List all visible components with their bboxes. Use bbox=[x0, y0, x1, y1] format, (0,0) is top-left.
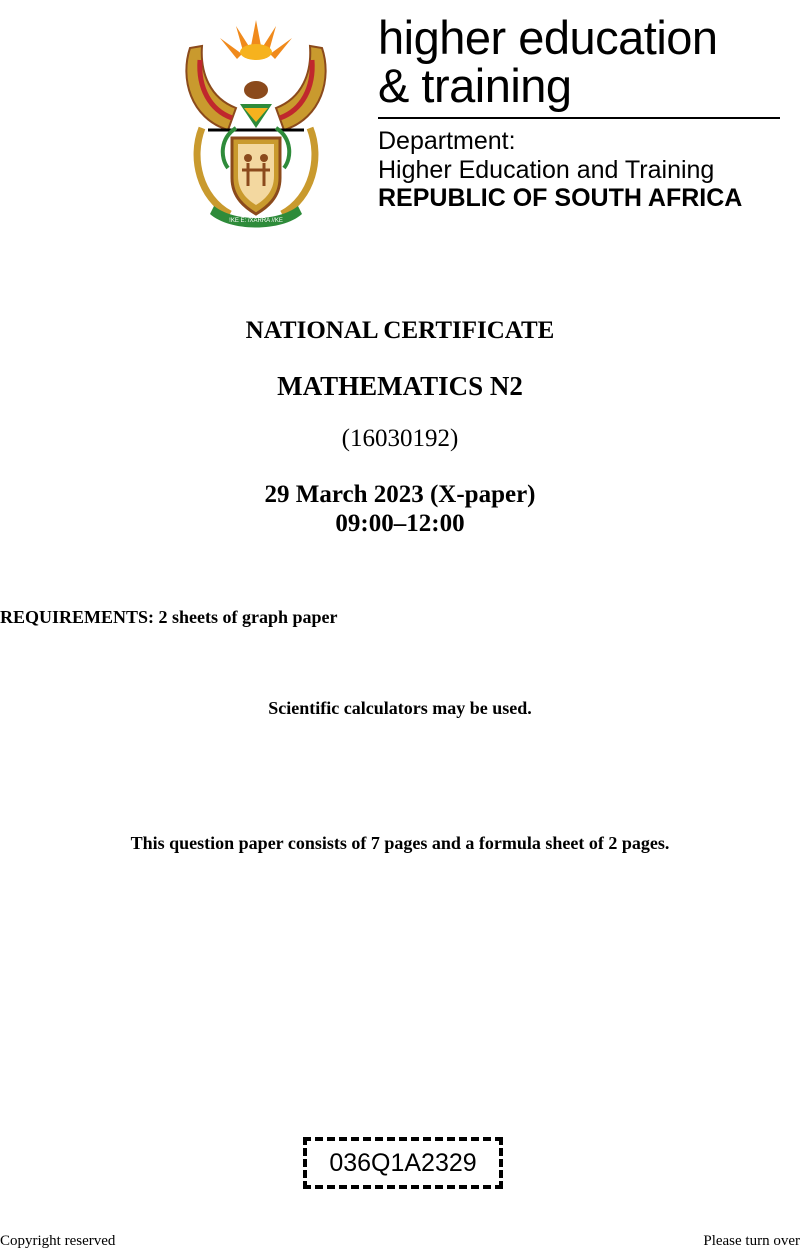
subject-title: MATHEMATICS N2 bbox=[277, 371, 523, 401]
page-count-note: This question paper consists of 7 pages and a formula sheet of 2 pages. bbox=[130, 833, 670, 853]
exam-time: 09:00–12:00 bbox=[335, 510, 465, 537]
requirements-text: REQUIREMENTS: 2 sheets of graph paper bbox=[0, 607, 338, 627]
crest-motto: !KE E: /XARRA //KE bbox=[229, 218, 283, 224]
footer-copyright: Copyright reserved bbox=[0, 1233, 116, 1249]
brand-line-1: higher education bbox=[378, 11, 718, 64]
exam-date: 29 March 2023 (X-paper) bbox=[264, 481, 536, 508]
paper-code: 036Q1A2329 bbox=[329, 1148, 477, 1177]
paper-code-box bbox=[303, 1137, 503, 1189]
country-name: REPUBLIC OF SOUTH AFRICA bbox=[378, 184, 743, 212]
subject-code: (16030192) bbox=[341, 425, 459, 452]
department-label: Department: bbox=[378, 127, 516, 155]
calculator-note: Scientific calculators may be used. bbox=[268, 698, 532, 718]
coat-of-arms-logo bbox=[180, 18, 332, 232]
certificate-title: NATIONAL CERTIFICATE bbox=[245, 317, 555, 344]
brand-divider bbox=[378, 117, 780, 119]
brand-line-2: & training bbox=[378, 59, 572, 112]
department-name: Higher Education and Training bbox=[378, 156, 715, 184]
footer-turn-over: Please turn over bbox=[703, 1233, 800, 1249]
